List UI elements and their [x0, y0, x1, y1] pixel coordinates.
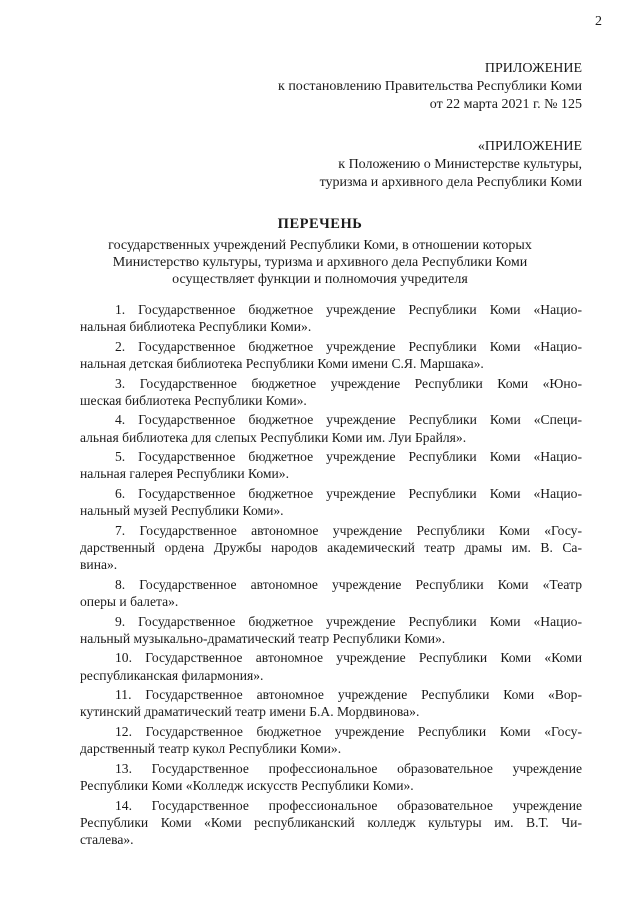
list-item: [80, 411, 582, 445]
item-line: дарственный театр кукол Республики Коми».: [80, 741, 342, 757]
item-line: 7. Государственное автономное учреждение Республики Коми «Госу-: [115, 522, 582, 538]
list-item: [80, 448, 582, 482]
list-item: [80, 649, 582, 683]
item-line: шеская библиотека Республики Коми».: [80, 392, 307, 408]
item-line: 10. Государственное автономное учреждение Республики Коми «Коми: [115, 650, 582, 666]
item-line: нальная детская библиотека Республики Коми имени С.Я. Маршака».: [80, 356, 484, 371]
item-line: 14. Государственное профессиональное образовательное учреждение: [115, 797, 582, 813]
list-item: [80, 522, 582, 574]
regulation-line-1: к Положению о Министерстве культуры,: [338, 157, 582, 172]
item-line: 5. Государственное бюджетное учреждение Республики Коми «Нацио-: [115, 449, 582, 465]
item-line: кутинский драматический театр имени Б.А. Мордвинова».: [80, 704, 420, 720]
list-item: [80, 375, 582, 409]
list-item: [80, 338, 582, 372]
item-line: нальный музей Республики Коми».: [80, 503, 284, 519]
appendix-header: [278, 60, 582, 114]
item-line: 4. Государственное бюджетное учреждение Республики Коми «Специ-: [115, 412, 582, 428]
item-line: нальная галерея Республики Коми».: [80, 466, 289, 482]
appendix-title: ПРИЛОЖЕНИЕ: [484, 61, 582, 76]
item-line: республиканская филармония».: [80, 667, 264, 683]
list-item: [80, 485, 582, 519]
item-line: нальная библиотека Республики Коми».: [80, 319, 312, 335]
regulation-header: [320, 138, 582, 192]
item-line: Республики Коми «Колледж искусств Республики Коми».: [80, 777, 414, 793]
list-item: [80, 686, 582, 720]
item-line: 2. Государственное бюджетное учреждение Республики Коми «Нацио-: [115, 338, 582, 354]
subtitle-line: Министерство культуры, туризма и архивного дела Республики Коми: [112, 255, 528, 270]
item-line: Республики Коми «Коми республиканский колледж культуры им. В.Т. Чи-: [80, 814, 582, 830]
item-line: 9. Государственное бюджетное учреждение Республики Коми «Нацио-: [115, 613, 582, 629]
list-title: ПЕРЕЧЕНЬ: [277, 216, 363, 232]
subtitle-line: государственных учреждений Республики Коми, в отношении которых: [108, 238, 532, 253]
list-item: [80, 301, 582, 335]
page-number: 2: [595, 14, 602, 29]
regulation-title: «ПРИЛОЖЕНИЕ: [477, 139, 582, 154]
list-subtitle: [60, 237, 580, 288]
item-line: нальный музыкально-драматический театр Республики Коми».: [80, 630, 446, 646]
item-line: 3. Государственное бюджетное учреждение Республики Коми «Юно-: [115, 375, 582, 391]
item-line: 12. Государственное бюджетное учреждение Республики Коми «Госу-: [115, 723, 582, 739]
list-item: [80, 760, 582, 794]
item-line: оперы и балета».: [80, 593, 179, 609]
list-item: [80, 723, 582, 757]
regulation-line-2: туризма и архивного дела Республики Коми: [319, 175, 582, 190]
appendix-line-1: к постановлению Правительства Республики Коми: [278, 79, 582, 94]
institutions-list: [80, 301, 582, 851]
item-line: дарственный ордена Дружбы народов академический театр драмы им. В. Са-: [80, 539, 582, 555]
item-line: сталева».: [80, 831, 134, 847]
appendix-line-2: от 22 марта 2021 г. № 125: [429, 97, 582, 112]
item-line: вина».: [80, 557, 118, 573]
item-line: 1. Государственное бюджетное учреждение Республики Коми «Нацио-: [115, 302, 582, 317]
item-line: 13. Государственное профессиональное образовательное учреждение: [115, 760, 582, 776]
item-line: 11. Государственное автономное учреждение Республики Коми «Вор-: [115, 687, 582, 703]
list-item: [80, 576, 582, 610]
item-line: 8. Государственное автономное учреждение Республики Коми «Театр: [115, 576, 582, 592]
item-line: альная библиотека для слепых Республики Коми им. Луи Брайля».: [80, 429, 467, 445]
subtitle-line: осуществляет функции и полномочия учредителя: [172, 272, 468, 287]
list-item: [80, 613, 582, 647]
item-line: 6. Государственное бюджетное учреждение Республики Коми «Нацио-: [115, 485, 582, 501]
list-item: [80, 797, 582, 849]
